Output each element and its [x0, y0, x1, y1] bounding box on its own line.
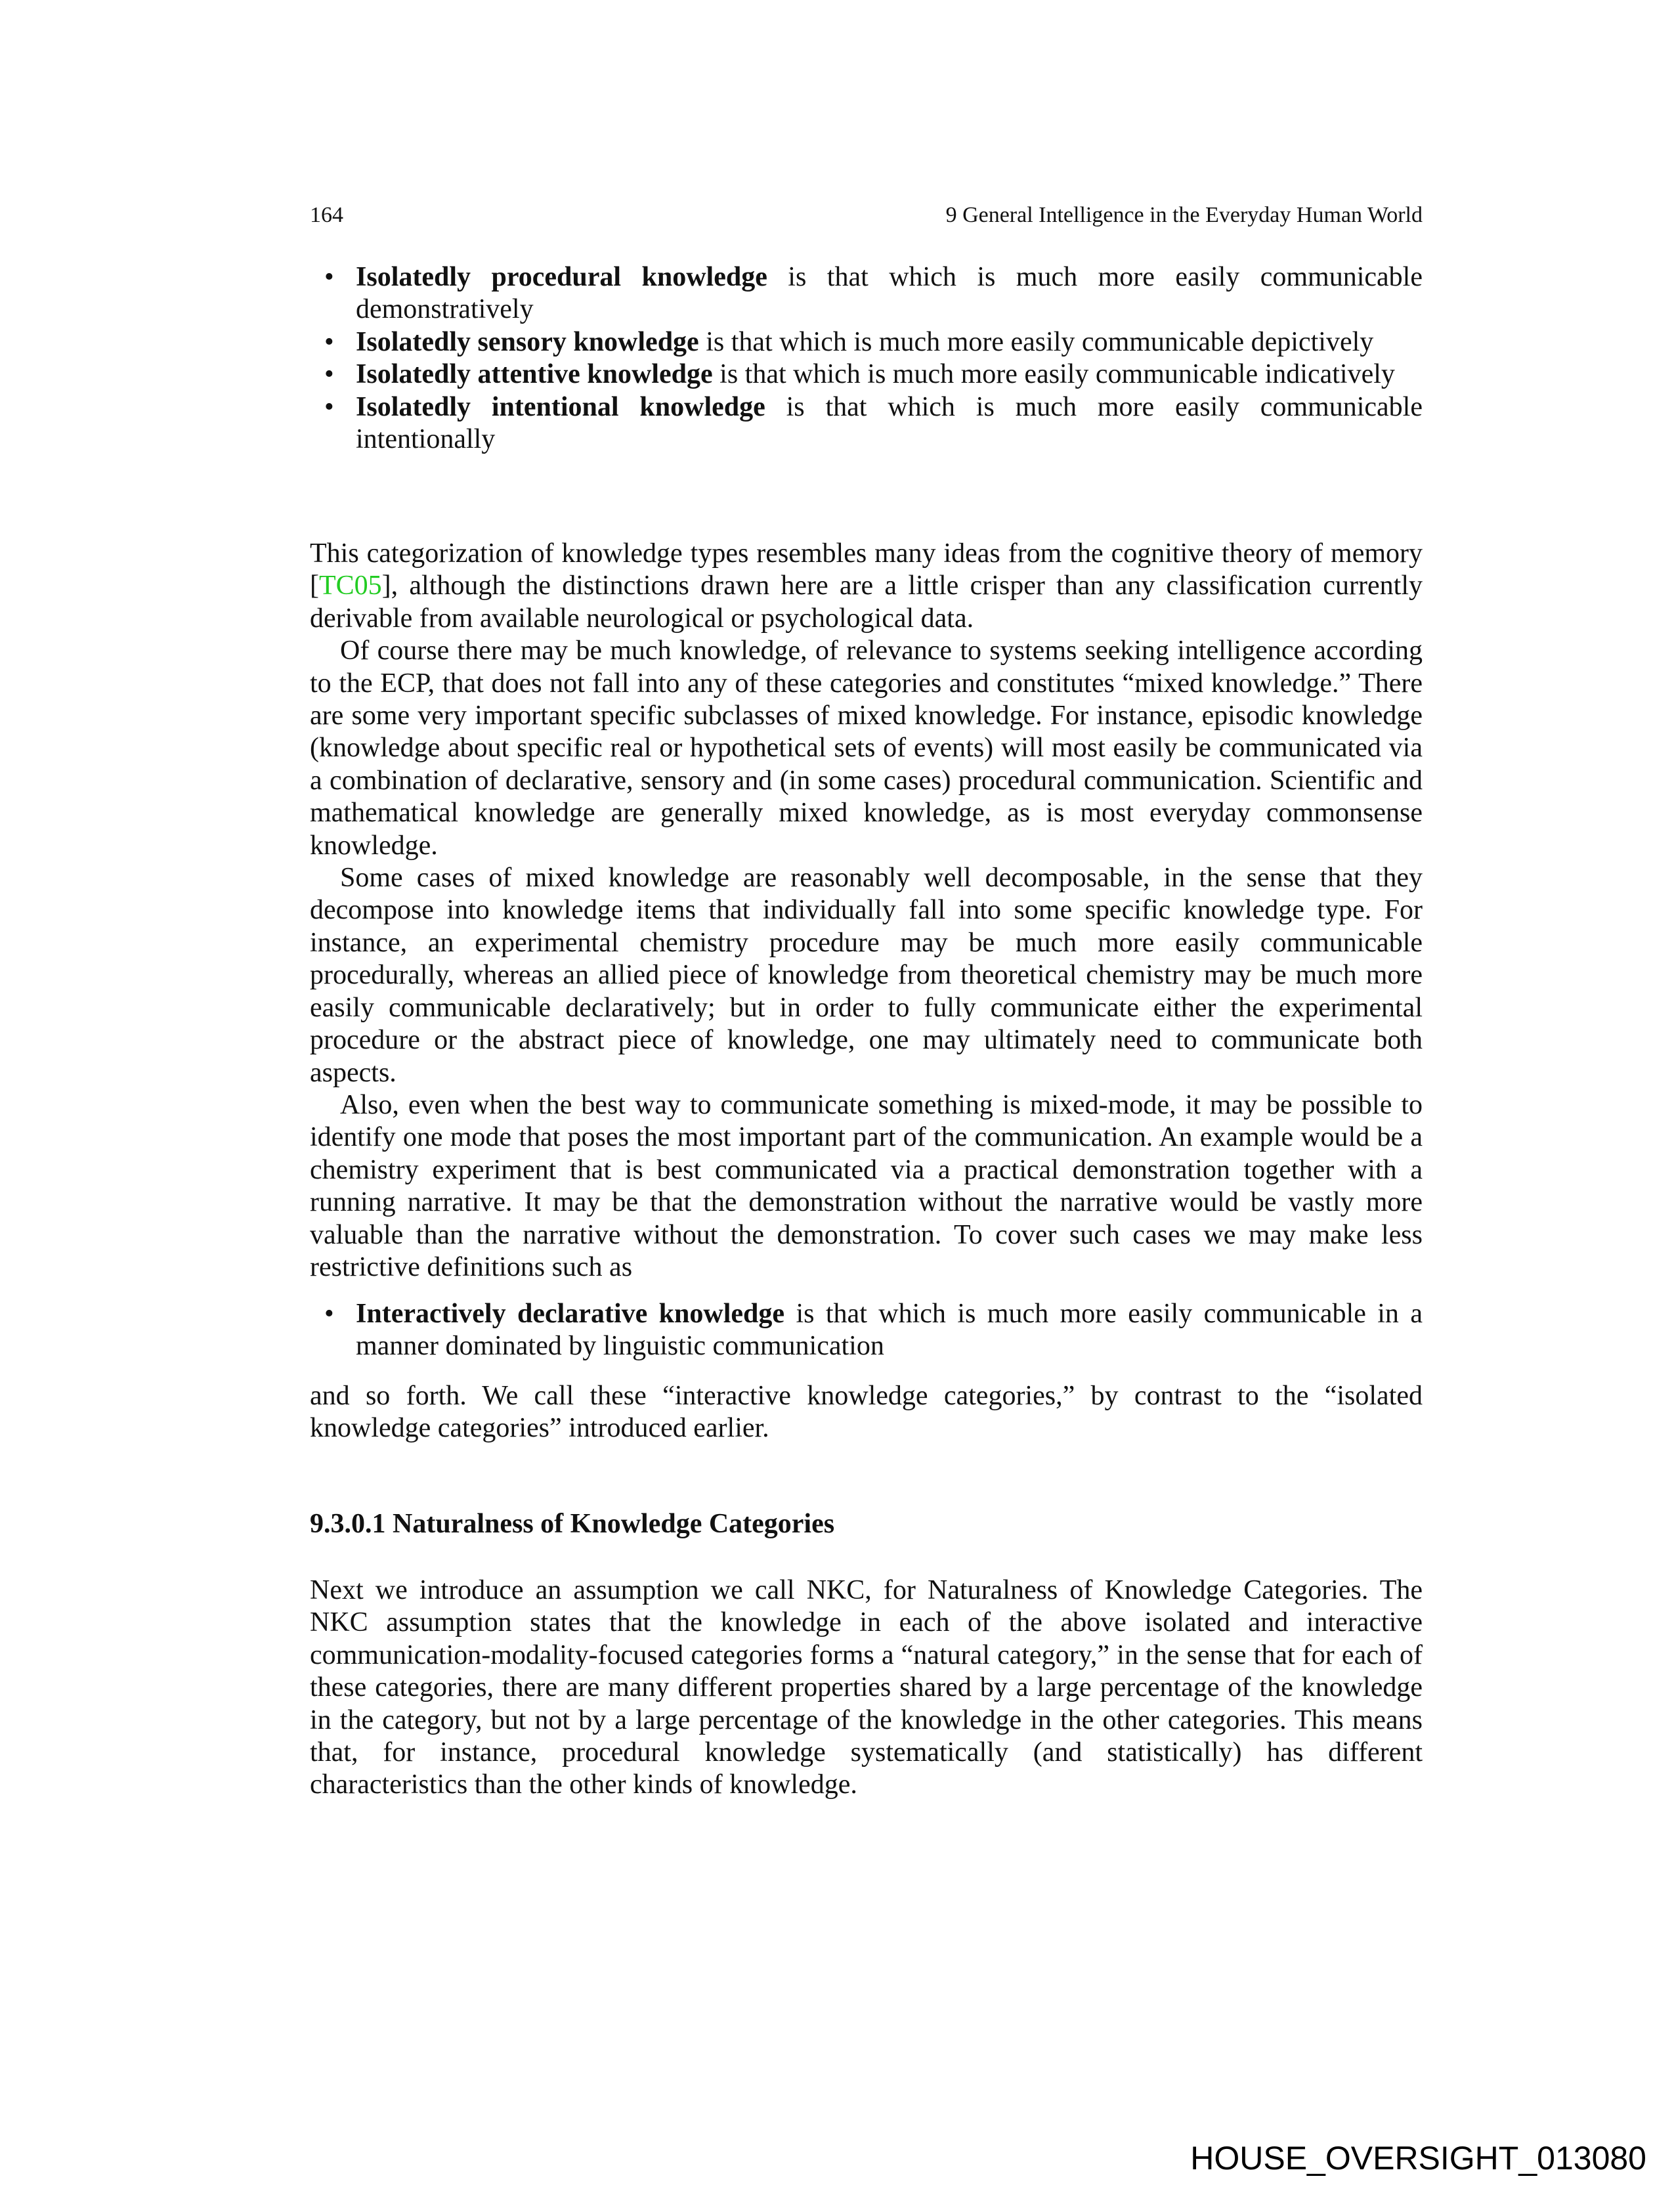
paragraph: Some cases of mixed knowledge are reasonably well decomposable, in the sense that they decompose into knowledge items that individually fall into some specific knowledge type. For instance, an experimental chemistry procedure may be much more easily communicable procedurally, whereas an allied piece of knowledge from theoretical chemistry may be much more easily communicable declaratively; but in order to fully communicate either the experimental procedure or the abstract piece of knowledge, one may ultimately need to communicate both aspects.: [310, 863, 1423, 1088]
list-item: [310, 1298, 1423, 1363]
definition: is that which is much more easily communicable demonstratively: [356, 262, 1423, 325]
term: Interactively declarative knowledge: [356, 1299, 785, 1329]
paragraph: Next we introduce an assumption we call NKC, for Naturalness of Knowledge Categories. The NKC assumption states that the knowledge in each of the above isolated and interactive communication-modality-focused categories forms a “natural category,” in the sense that for each of these categories, there are many different properties shared by a large percentage of the knowledge in the category, but not by a large percentage of the knowledge in the other categories. This means that, for instance, procedural knowledge systematically (and statistically) has different characteristics than the other kinds of knowledge.: [310, 1575, 1423, 1800]
term: Isolatedly intentional knowledge: [356, 391, 765, 422]
list-item: [310, 391, 1423, 456]
text: ], although the distinctions drawn here are a little crisper than any classification currently derivable from available neurological or psychological data.: [310, 571, 1423, 634]
term: Isolatedly procedural knowledge: [356, 262, 767, 292]
list-item: [310, 326, 1423, 358]
section-heading: 9.3.0.1 Naturalness of Knowledge Categories: [310, 1509, 835, 1539]
definition: is that which is much more easily communicable intentionally: [356, 391, 1423, 455]
list-item: [310, 261, 1423, 326]
list-item: [310, 358, 1423, 391]
definition: is that which is much more easily communicable in a manner dominated by linguistic communication: [356, 1299, 1423, 1362]
paragraph: Of course there may be much knowledge, of relevance to systems seeking intelligence according to the ECP, that does not fall into any of these categories and constitutes “mixed knowledge.” There are some very important specific subclasses of mixed knowledge. For instance, episodic knowledge (knowledge about specific real or hypothetical sets of events) will most easily be communicated via a combination of declarative, sensory and (in some cases) procedural communication. Scientific and mathematical knowledge are generally mixed knowledge, as is most everyday commonsense knowledge.: [310, 636, 1423, 861]
body-text: [310, 1380, 1423, 1445]
paragraph: Also, even when the best way to communicate something is mixed-mode, it may be possible to identify one mode that poses the most important part of the communication. An example would be a chemistry experiment that is best communicated via a practical demonstration together with a running narrative. It may be that the demonstration without the narrative would be vastly more valuable than the narrative without the demonstration. To cover such cases we may make less restrictive definitions such as: [310, 1089, 1423, 1282]
body-text: [310, 538, 1423, 1284]
term: Isolatedly sensory knowledge: [356, 326, 699, 357]
paragraph: and so forth. We call these “interactive knowledge categories,” by contrast to the “isolated knowledge categories” introduced earlier.: [310, 1381, 1423, 1444]
interactive-knowledge-list: [310, 1298, 1423, 1363]
bates-stamp: HOUSE_OVERSIGHT_013080: [1190, 2140, 1646, 2177]
term: Isolatedly attentive knowledge: [356, 359, 713, 390]
body-text: [310, 1574, 1423, 1802]
running-title: 9 General Intelligence in the Everyday Human World: [945, 203, 1423, 227]
definition: is that which is much more easily communicable depictively: [698, 326, 1374, 357]
paragraph: [310, 538, 1423, 635]
text: This categorization of knowledge types resembles many ideas from the cognitive theory of memory [: [310, 538, 1423, 601]
definition: is that which is much more easily communicable indicatively: [712, 359, 1395, 390]
isolated-knowledge-list: [310, 261, 1423, 456]
page-number: 164: [310, 203, 343, 227]
citation-link[interactable]: TC05: [319, 571, 382, 601]
